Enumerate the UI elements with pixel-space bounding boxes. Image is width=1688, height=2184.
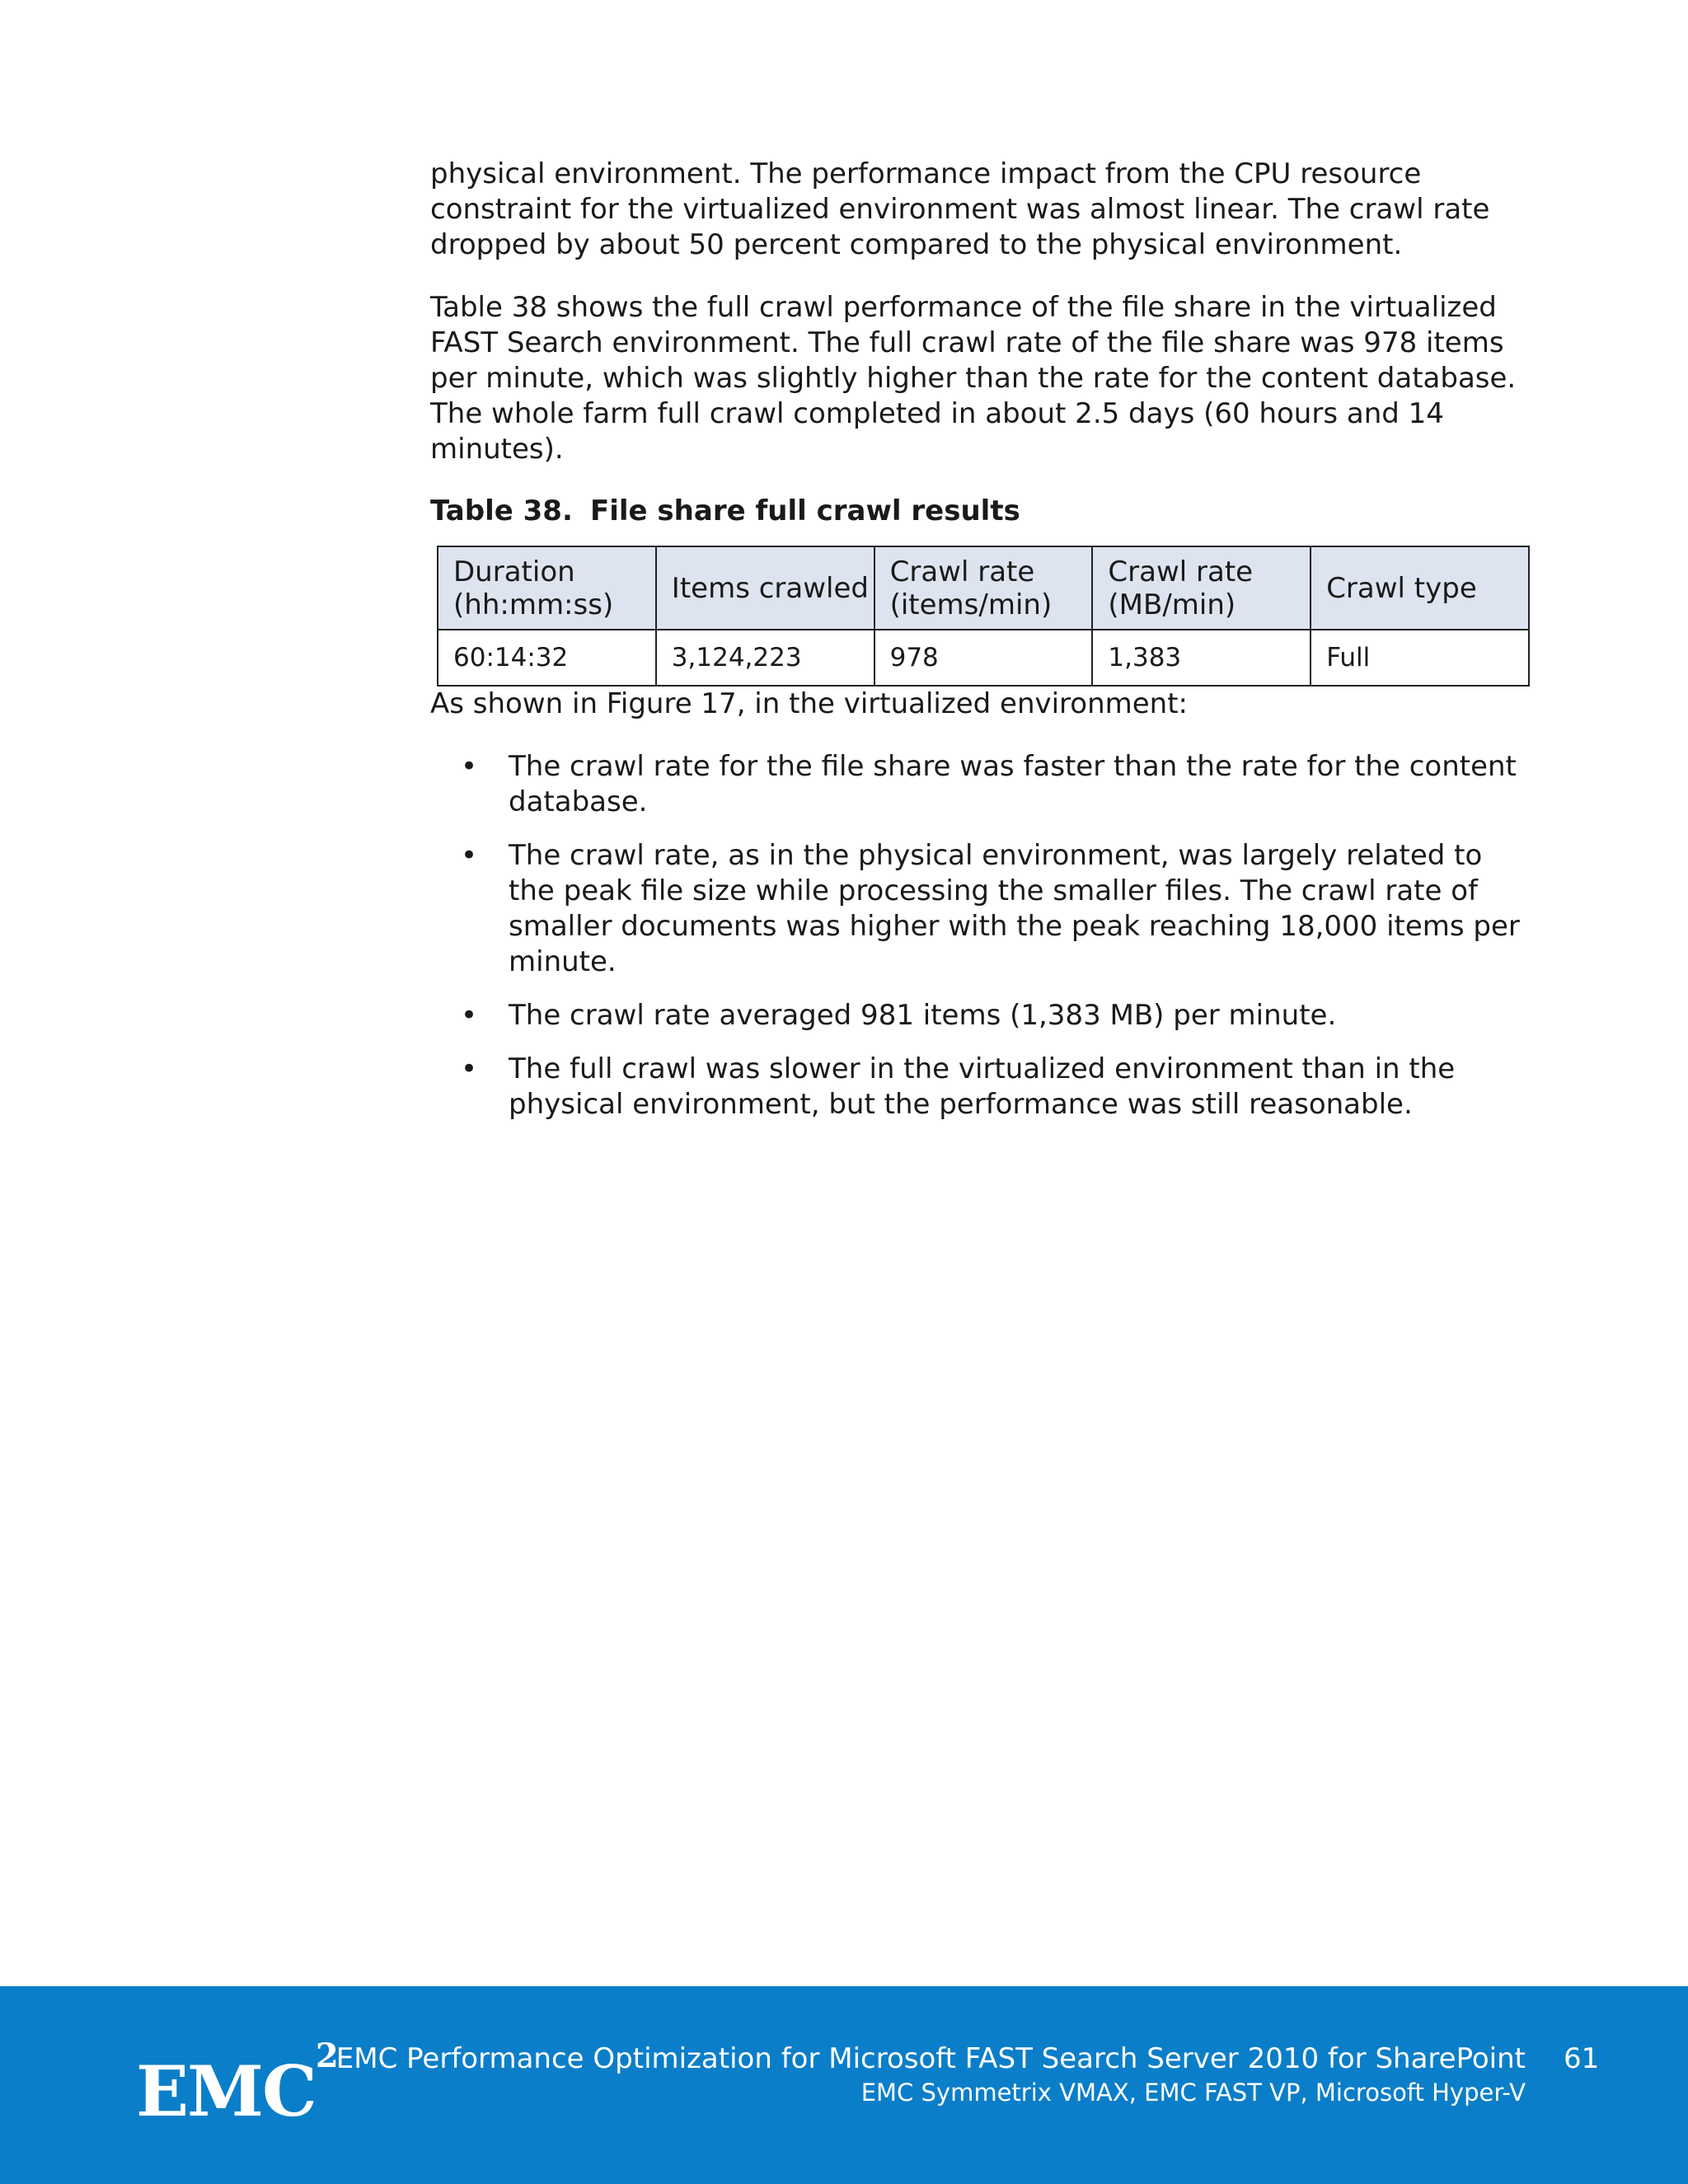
bullet-icon: • bbox=[461, 839, 478, 872]
list-item bbox=[430, 1052, 1531, 1122]
page-number: 61 bbox=[1564, 2042, 1600, 2075]
bullets-intro: As shown in Figure 17, in the virtualized environment: bbox=[430, 687, 1189, 720]
cell-crawl-type: Full bbox=[1311, 630, 1529, 686]
bullet-text: The crawl rate, as in the physical environment, was largely related to the peak file size while processing the smaller files. The crawl rate of smaller documents was higher with the peak reaching 18,000 items per minute. bbox=[509, 839, 1520, 978]
footer-title: EMC Performance Optimization for Microsoft FAST Search Server 2010 for SharePoint bbox=[335, 2042, 1526, 2075]
list-item bbox=[430, 838, 1531, 980]
bullet-icon: • bbox=[461, 999, 478, 1032]
logo-superscript: 2 bbox=[315, 2036, 337, 2075]
header-crawl-type: Crawl type bbox=[1311, 546, 1529, 630]
bullet-icon: • bbox=[461, 750, 478, 783]
bullet-icon: • bbox=[461, 1052, 478, 1085]
cell-duration: 60:14:32 bbox=[438, 630, 656, 686]
header-crawl-rate-mb: Crawl rate (MB/min) bbox=[1092, 546, 1311, 630]
crawl-results-table bbox=[437, 546, 1530, 687]
cell-crawl-rate-mb: 1,383 bbox=[1092, 630, 1311, 686]
table-row bbox=[438, 630, 1529, 686]
list-item bbox=[430, 749, 1531, 820]
page-footer bbox=[0, 1986, 1688, 2184]
header-crawl-rate-items: Crawl rate (items/min) bbox=[874, 546, 1093, 630]
emc-logo bbox=[136, 2036, 337, 2132]
bullet-text: The full crawl was slower in the virtualized environment than in the physical environment, but the performance was still reasonable. bbox=[509, 1052, 1456, 1121]
document-body bbox=[430, 157, 1531, 1141]
bullet-list bbox=[430, 749, 1531, 1122]
header-duration: Duration (hh:mm:ss) bbox=[438, 546, 656, 630]
logo-text: EMC bbox=[136, 2050, 316, 2132]
cell-crawl-rate-items: 978 bbox=[874, 630, 1093, 686]
paragraph-2: Table 38 shows the full crawl performance of the file share in the virtualized FAST Search environment. The full crawl rate of the file share was 978 items per minute, which was slightly higher than the rate for the content database. The whole farm full crawl completed in about 2.5 days (60 hours and 14 minutes). bbox=[430, 291, 1517, 466]
footer-subtitle: EMC Symmetrix VMAX, EMC FAST VP, Microsoft Hyper-V bbox=[860, 2079, 1526, 2107]
bullet-text: The crawl rate averaged 981 items (1,383 MB) per minute. bbox=[509, 999, 1337, 1032]
list-item bbox=[430, 998, 1531, 1033]
paragraph-1: physical environment. The performance impact from the CPU resource constraint for the virtualized environment was almost linear. The crawl rate dropped by about 50 percent compared to the physical environment. bbox=[430, 157, 1490, 261]
table-caption bbox=[430, 494, 1531, 527]
table-header-row bbox=[438, 546, 1529, 630]
bullet-text: The crawl rate for the file share was faster than the rate for the content database. bbox=[509, 750, 1517, 818]
table-caption-title: File share full crawl results bbox=[590, 494, 1020, 527]
header-items-crawled: Items crawled bbox=[656, 546, 874, 630]
table-caption-label: Table 38. bbox=[430, 494, 573, 527]
cell-items-crawled: 3,124,223 bbox=[656, 630, 874, 686]
